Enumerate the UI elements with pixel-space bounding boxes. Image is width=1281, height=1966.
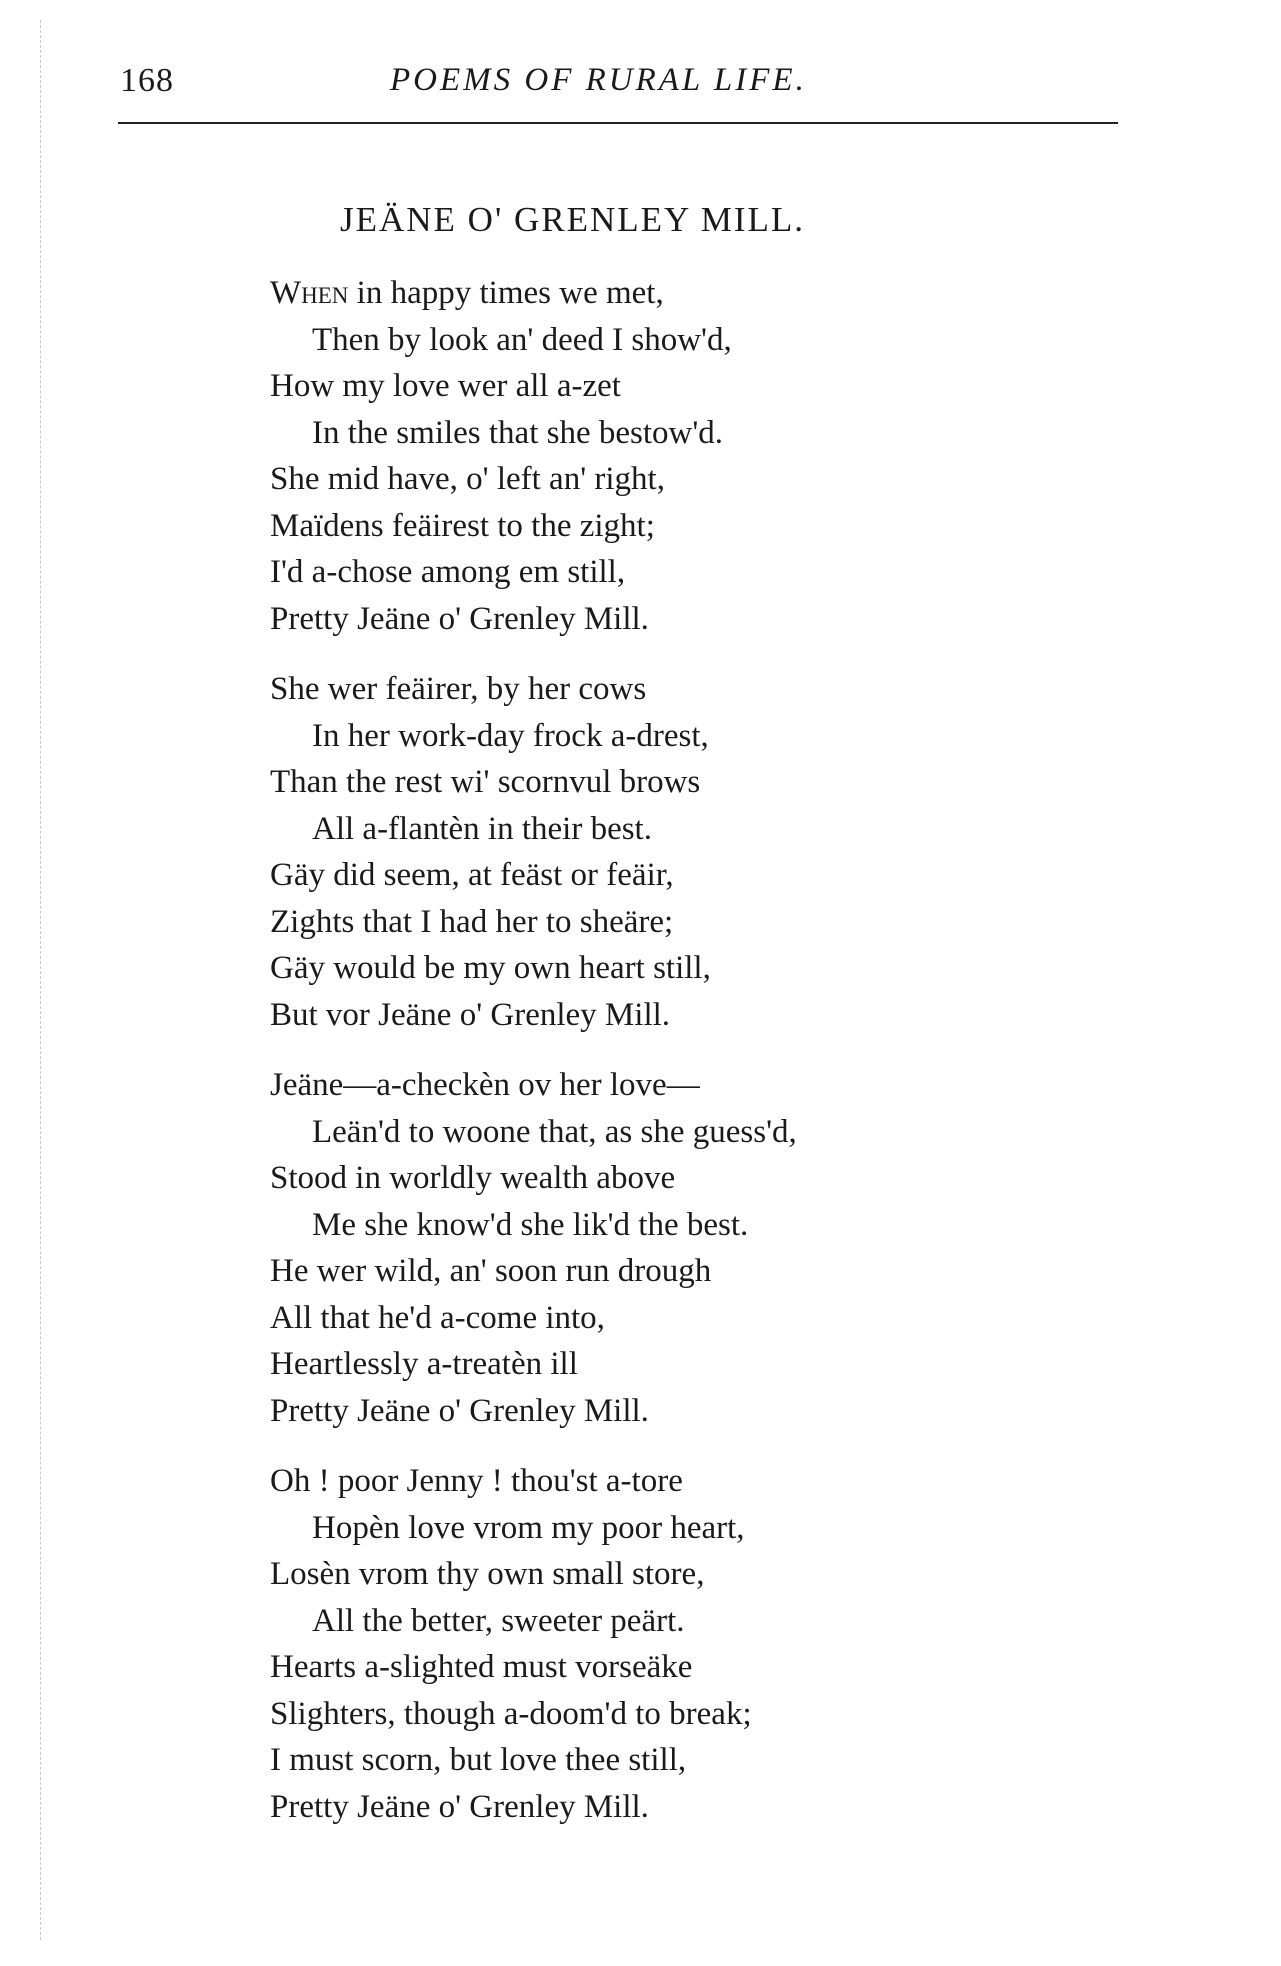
poem-line: Hearts a-slighted must vorseäke	[270, 1649, 693, 1685]
poem-line: Hopèn love vrom my poor heart,	[312, 1509, 745, 1546]
page-gutter-edge	[40, 20, 41, 1940]
poem-line: She wer feäirer, by her cows	[270, 671, 647, 707]
poem-line: I'd a-chose among em still,	[270, 554, 626, 590]
running-title: POEMS OF RURAL LIFE.	[390, 62, 807, 98]
poem-line: Pretty Jeäne o' Grenley Mill.	[270, 1788, 649, 1825]
poem-line: Heartlessly a-treatèn ill	[270, 1346, 578, 1382]
poem-line: Than the rest wi' scornvul brows	[270, 764, 701, 800]
poem-line: Slighters, though a-doom'd to break;	[270, 1695, 752, 1732]
poem-line: Losèn vrom thy own small store,	[270, 1556, 705, 1592]
poem-line: Maïdens feäirest to the zight;	[270, 507, 655, 544]
page-number: 168	[120, 62, 174, 99]
poem-line: But vor Jeäne o' Grenley Mill.	[270, 996, 671, 1033]
poem-line: In the smiles that she bestow'd.	[312, 414, 724, 451]
stanza-3	[270, 1062, 1170, 1434]
poem-line: Jeäne—a-checkèn ov her love—	[270, 1067, 700, 1103]
poem-line: She mid have, o' left an' right,	[270, 461, 665, 497]
poem-line: Leän'd to woone that, as she guess'd,	[312, 1113, 797, 1150]
poem-line: Pretty Jeäne o' Grenley Mill.	[270, 1392, 649, 1429]
poem-line: All the better, sweeter peärt.	[312, 1602, 685, 1639]
poem-line: Gäy did seem, at feäst or feäir,	[270, 857, 674, 893]
poem-line-text: in happy times we met,	[348, 275, 664, 311]
header-rule	[118, 122, 1118, 124]
poem-body	[270, 270, 1170, 1854]
poem-title: JEÄNE O' GRENLEY MILL.	[340, 200, 806, 239]
poem-line: Pretty Jeäne o' Grenley Mill.	[270, 600, 649, 637]
poem-line: All that he'd a-come into,	[270, 1299, 605, 1336]
poem-line: Gäy would be my own heart still,	[270, 950, 711, 986]
poem-line: Oh ! poor Jenny ! thou'st a-tore	[270, 1463, 683, 1499]
poem-line: Stood in worldly wealth above	[270, 1160, 676, 1196]
poem-line: He wer wild, an' soon run drough	[270, 1253, 712, 1289]
poem-line: In her work-day frock a-drest,	[312, 717, 709, 754]
poem-line: Me she know'd she lik'd the best.	[312, 1206, 749, 1243]
poem-line: How my love wer all a-zet	[270, 368, 621, 404]
first-word: When	[270, 275, 349, 311]
stanza-4	[270, 1458, 1170, 1830]
poem-line	[270, 270, 1170, 317]
running-header	[120, 62, 1120, 112]
poem-line: I must scorn, but love thee still,	[270, 1742, 687, 1778]
stanza-1	[270, 270, 1170, 642]
poem-line: Then by look an' deed I show'd,	[312, 321, 732, 358]
poem-line: All a-flantèn in their best.	[312, 810, 652, 847]
poem-line: Zights that I had her to sheäre;	[270, 903, 674, 940]
stanza-2	[270, 666, 1170, 1038]
